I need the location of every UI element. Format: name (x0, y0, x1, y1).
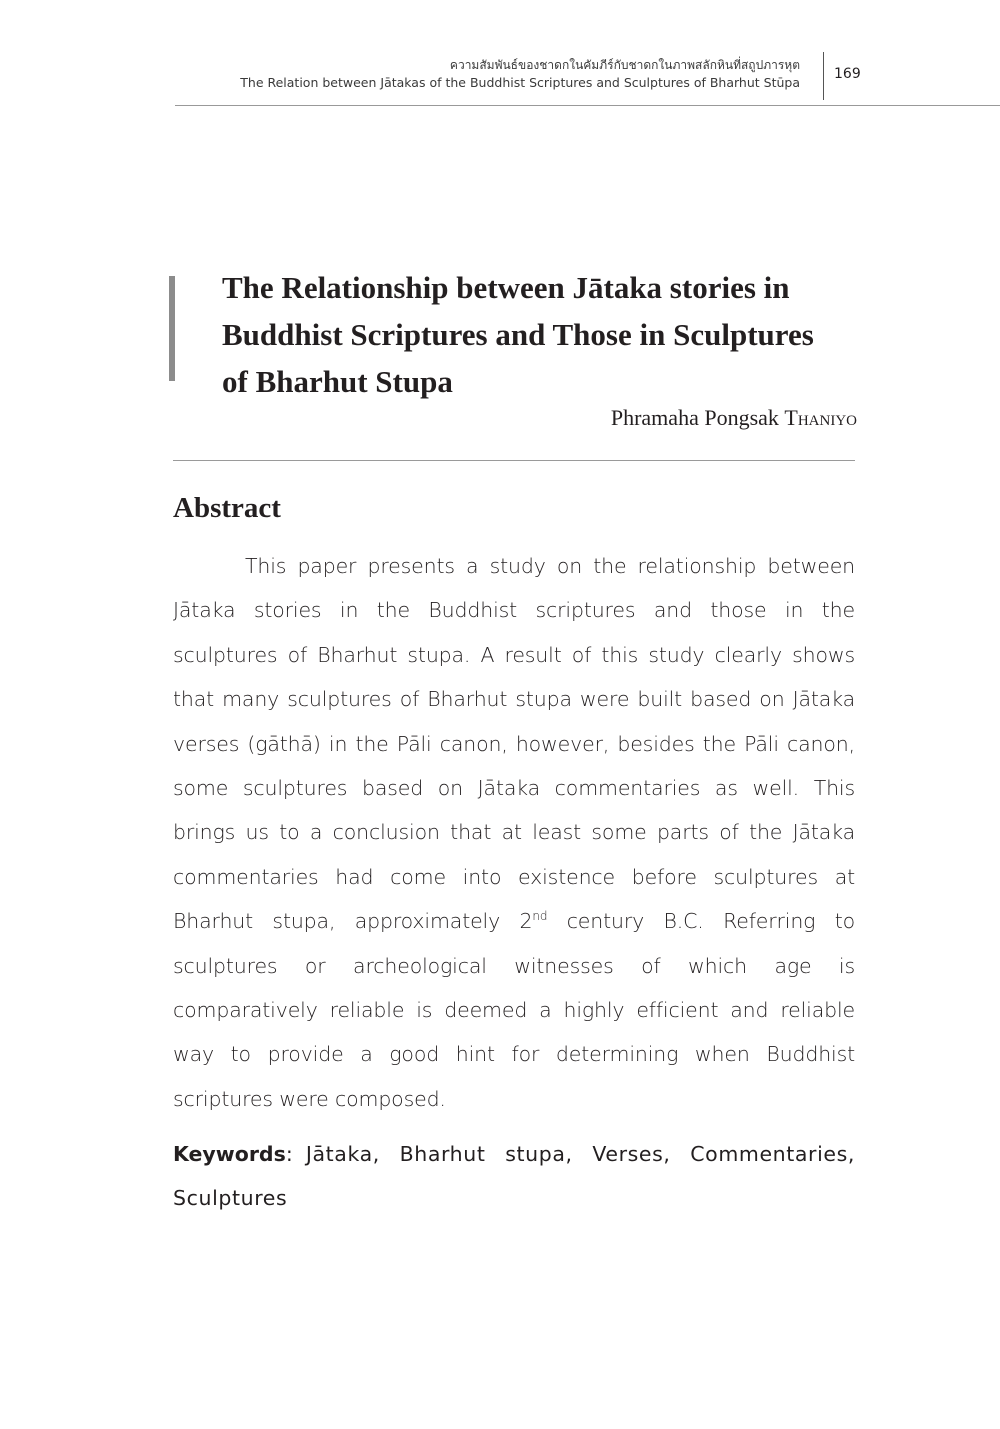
section-rule (173, 460, 855, 461)
article-title: The Relationship between Jātaka stories in Buddhist Scriptures and Those in Sculptures of Bharhut Stupa (222, 270, 814, 399)
keywords-list: Jātaka, Bharhut stupa, Verses, Commentaries, Sculptures (173, 1142, 855, 1211)
keywords (173, 1132, 855, 1221)
ordinal-superscript: nd (532, 909, 548, 924)
running-head (240, 56, 800, 92)
running-head-thai: ความสัมพันธ์ของชาดกในคัมภีร์กับชาดกในภาพสลักหินที่สถูปภารหุต (449, 58, 800, 72)
abstract-heading: Abstract (173, 492, 281, 524)
header-divider (823, 52, 824, 100)
header-rule (175, 105, 1000, 106)
author-given-name: Phramaha Pongsak (610, 405, 785, 430)
page-number: 169 (834, 66, 861, 82)
author-name (611, 405, 857, 431)
title-accent-bar (169, 276, 175, 381)
abstract-text-part-2: century B.C. Referring to sculptures or archeological witnesses of which age is comparatively reliable is deemed a highly efficient and reliable way to provide a good hint for determining when Buddhist scriptures were composed. (173, 909, 855, 1111)
abstract-body (173, 544, 855, 1121)
keywords-separator: : (285, 1142, 306, 1166)
author-family-name: Thaniyo (784, 405, 857, 430)
abstract-text-part-1: This paper presents a study on the relationship between Jātaka stories in the Buddhist scriptures and those in the sculptures of Bharhut stupa. A result of this study clearly shows that many sculptures of Bharhut stupa were built based on Jātaka verses (gāthā) in the Pāli canon, however, besides the Pāli canon, some sculptures based on Jātaka commentaries as well. This brings us to a conclusion that at least some parts of the Jātaka commentaries had come into existence before sculptures at Bharhut stupa, approximately 2 (173, 554, 855, 934)
keywords-label: Keywords (173, 1142, 286, 1166)
running-head-english: The Relation between Jātakas of the Buddhist Scriptures and Sculptures of Bharhut Stūpa (240, 75, 800, 90)
